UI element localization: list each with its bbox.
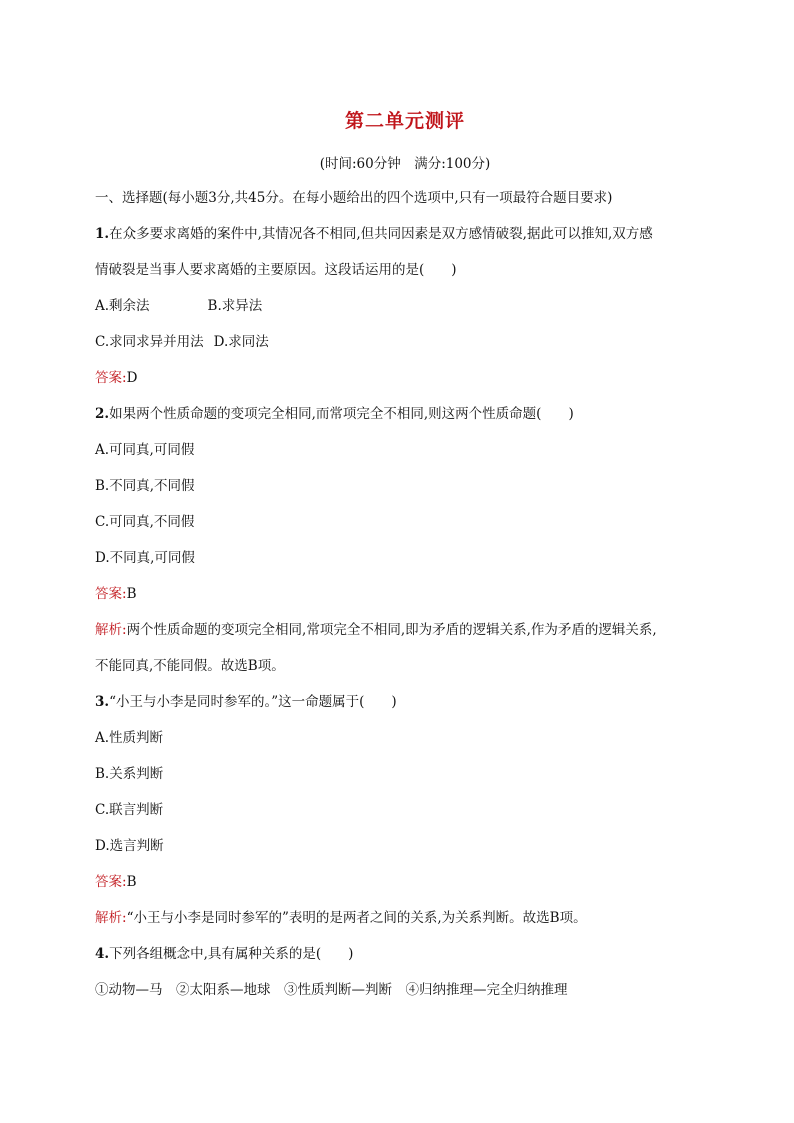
question-1-stem-line2: 情破裂是当事人要求离婚的主要原因。这段话运用的是( ) — [95, 262, 457, 278]
question-4-items: ①动物—马 ②太阳系—地球 ③性质判断—判断 ④归纳推理—完全归纳推理 — [95, 982, 568, 998]
document-page — [95, 0, 715, 1123]
option-d: D.不同真,可同假 — [95, 550, 195, 566]
question-2-answer — [95, 584, 136, 604]
question-1-options-row2 — [95, 332, 269, 352]
question-text: 下列各组概念中,具有属种关系的是( ) — [109, 946, 354, 962]
section-heading: 一、选择题(每小题3分,共45分。在每小题给出的四个选项中,只有一项最符合题目要求) — [95, 190, 613, 206]
option-a: A.可同真,可同假 — [95, 442, 195, 458]
question-number: 2. — [95, 406, 110, 422]
analysis-label: 解析: — [95, 622, 127, 638]
option-b: B.关系判断 — [95, 766, 164, 782]
option-b: B.不同真,不同假 — [95, 478, 195, 494]
option-c: C.可同真,不同假 — [95, 514, 195, 530]
option-b: B.求异法 — [207, 298, 263, 314]
question-2-stem — [95, 404, 574, 424]
option-c: C.求同求异并用法 — [95, 334, 204, 350]
question-3-answer — [95, 872, 136, 892]
analysis-text: “小王与小李是同时参军的”表明的是两者之间的关系,为关系判断。故选B项。 — [126, 910, 587, 926]
question-number: 1. — [95, 226, 110, 242]
analysis-text: 两个性质命题的变项完全相同,常项完全不相同,即为矛盾的逻辑关系,作为矛盾的逻辑关系, — [126, 622, 657, 638]
question-text: 如果两个性质命题的变项完全相同,而常项完全不相同,则这两个性质命题( ) — [109, 406, 574, 422]
answer-value: B — [126, 586, 137, 602]
option-a: A.性质判断 — [95, 730, 164, 746]
question-2-analysis-line2: 不能同真,不能同假。故选B项。 — [95, 658, 285, 674]
question-text: 在众多要求离婚的案件中,其情况各不相同,但共同因素是双方感情破裂,据此可以推知,双方感 — [109, 226, 653, 242]
question-1-stem-line1 — [95, 224, 653, 244]
answer-value: B — [126, 874, 137, 890]
question-2-analysis-line1 — [95, 620, 657, 640]
question-4-stem — [95, 944, 353, 964]
exam-meta: (时间:60分钟 满分:100分) — [319, 156, 491, 172]
question-number: 3. — [95, 694, 110, 710]
question-3-stem — [95, 692, 397, 712]
question-3-analysis — [95, 908, 587, 928]
answer-value: D — [126, 370, 138, 386]
question-1-options-row1 — [95, 296, 262, 316]
question-number: 4. — [95, 946, 110, 962]
question-1-answer — [95, 368, 137, 388]
answer-label: 答案: — [95, 874, 127, 890]
document-title: 第二单元测评 — [344, 110, 465, 132]
answer-label: 答案: — [95, 586, 127, 602]
answer-label: 答案: — [95, 370, 127, 386]
option-a: A.剩余法 — [95, 298, 150, 314]
analysis-label: 解析: — [95, 910, 127, 926]
option-d: D.求同法 — [213, 334, 269, 350]
option-d: D.选言判断 — [95, 838, 164, 854]
question-text: “小王与小李是同时参军的。”这一命题属于( ) — [109, 694, 397, 710]
option-c: C.联言判断 — [95, 802, 164, 818]
